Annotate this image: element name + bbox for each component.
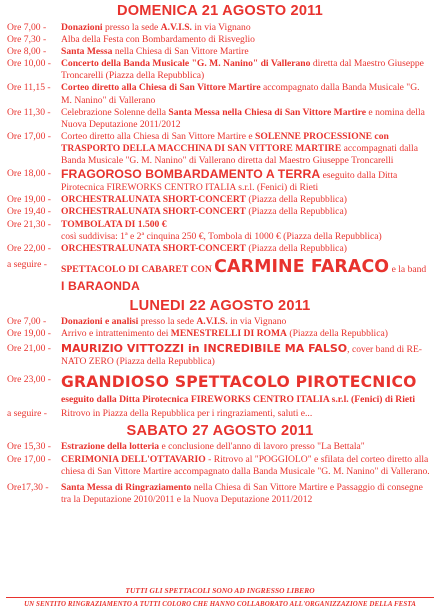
event-item [0, 482, 440, 506]
event-time: a seguire - [7, 258, 47, 270]
event-highlight: A.V.I.S. [196, 315, 228, 327]
event-time: Ore 17,00 - [7, 453, 51, 465]
event-item [0, 22, 440, 34]
event-text: - Ritrovo al "POGGIOLO" e sfilata del corteo diretto alla chiesa di San Vittore Martire accompagnato dalla Banda Musicale "G. M. Nanino" di Vallerano. [61, 453, 430, 477]
event-time: Ore 11,30 - [7, 106, 51, 118]
event-time: Ore 18,00 - [7, 168, 51, 180]
event-headline: FRAGOROSO BOMBARDAMENTO A TERRA [61, 167, 321, 182]
event-text: presso la sede [138, 315, 197, 327]
event-time: Ore 19,40 - [7, 206, 51, 218]
day-title: SABATO 27 AGOSTO 2011 [126, 423, 314, 440]
event-item [0, 131, 440, 167]
event-item [0, 194, 440, 206]
event-highlight: eseguito dalla Ditta Pirotecnica FIREWORKS CENTRO ITALIA s.r.l. (Fenici) di Rieti [61, 394, 415, 406]
event-text: nella Chiesa di San Vittore Martire e Passaggio di consegne tra la Deputazione 2010/2011 e la Nuova Deputazione 2011/2012 [61, 481, 423, 505]
event-text: presso la sede [102, 22, 161, 33]
event-time: Ore 10,00 - [7, 58, 51, 70]
event-item [0, 168, 440, 194]
event-text: Alba della Festa con Bombardamento di Risveglio [61, 34, 255, 46]
event-highlight: Santa Messa nella Chiesa di San Vittore Martire [168, 106, 367, 118]
footer-divider [6, 597, 434, 598]
event-headline: GRANDIOSO SPETTACOLO PIROTECNICO [61, 373, 417, 392]
event-highlight: Santa Messa di Ringraziamento [61, 481, 192, 493]
event-item [0, 243, 440, 255]
event-text: Arrivo e intrattenimento dei [61, 327, 171, 339]
event-time: Ore 7,00 - [7, 315, 47, 327]
event-text: (Piazza della Repubblica) [245, 206, 347, 218]
event-item [0, 58, 440, 82]
event-text: Ritrovo in Piazza della Repubblica per i ringraziamenti, saluti e... [61, 408, 313, 420]
event-highlight: I BARAONDA [61, 278, 140, 293]
event-text: diretta dal Maestro Giuseppe Troncarelli (Piazza della Repubblica) [61, 58, 424, 82]
event-time: Ore 7,30 - [7, 34, 47, 46]
event-highlight: Concerto della Banda Musicale "G. M. Nanino" di Vallerano [61, 58, 311, 70]
event-item [0, 343, 440, 368]
event-text: accompagnati dalla Banda Musicale "G. M. Nanino" di Vallerano diretta dal Maestro Giuseppe Troncarelli [61, 142, 418, 167]
event-item [0, 454, 440, 478]
event-highlight: A.V.I.S. [160, 22, 192, 33]
event-text: in via Vignano [191, 22, 251, 33]
event-item [0, 46, 440, 58]
event-text: nella Chiesa di San Vittore Martire [112, 46, 249, 58]
event-time: Ore 21,30 - [7, 218, 51, 230]
day-title: DOMENICA 21 AGOSTO 2011 [116, 3, 323, 19]
event-highlight: ORCHESTRALUNATA SHORT-CONCERT [61, 242, 246, 254]
event-time: Ore 23,00 - [7, 374, 51, 386]
event-highlight: SOLENNE PROCESSIONE con TRASPORTO DELLA MACCHINA DI SAN VITTORE MARTIRE [61, 130, 389, 154]
thanks-notice: UN SENTITO RINGRAZIAMENTO A TUTTI COLORO CHE HANNO COLLABORATO ALL'ORGANIZZAZIONE DELLA FESTA [24, 601, 416, 608]
event-text: così suddivisa: 1ª e 2ª cinquina 250 €, Tombola di 1000 € (Piazza della Repubblica) [61, 230, 382, 242]
event-headline: MAURIZIO VITTOZZI in INCREDIBILE MA FALSO [61, 341, 348, 355]
event-text: (Piazza della Repubblica) [286, 327, 388, 339]
day-title: LUNEDI 22 AGOSTO 2011 [129, 297, 311, 314]
event-text: e nomina della Nuova Deputazione 2011/2012 [61, 106, 425, 130]
event-item [0, 82, 440, 106]
event-highlight: ORCHESTRALUNATA SHORT-CONCERT [61, 206, 246, 218]
event-time: Ore 19,00 - [7, 194, 51, 206]
event-time: Ore 19,00 - [7, 327, 51, 339]
event-time: a seguire - [7, 408, 47, 420]
event-text: , cover band di RE-NATO ZERO (Piazza della Repubblica) [61, 343, 423, 368]
event-headline: CARMINE FARACO [214, 256, 390, 277]
event-time: Ore 7,00 - [7, 22, 47, 33]
free-entry-notice: TUTTI GLI SPETTACOLI SONO AD INGRESSO LIBERO [125, 586, 315, 595]
event-highlight: Corteo diretto alla Chiesa di San Vittore Martire [61, 82, 261, 94]
event-item [0, 316, 440, 328]
event-time: Ore 8,00 - [7, 46, 47, 58]
event-time: Ore17,30 - [7, 481, 49, 493]
event-text: Celebrazione Solenne della [61, 106, 169, 118]
event-item [0, 374, 440, 406]
event-text: (Piazza della Repubblica) [245, 242, 347, 254]
event-text: accompagnato dalla Banda Musicale "G. M. Nanino" di Vallerano [61, 82, 420, 106]
event-item [0, 441, 440, 453]
event-time: Ore 11,15 - [7, 82, 51, 94]
event-text: in via Vignano [227, 315, 287, 327]
event-highlight: Donazioni [61, 22, 103, 33]
event-text: e conclusione dell'anno di lavoro presso "La Bettala" [159, 441, 365, 453]
event-highlight: SPETTACOLO DI CABARET CON [61, 263, 215, 275]
event-item [0, 408, 440, 420]
event-item [0, 107, 440, 131]
event-highlight: TOMBOLATA DI 1.500 € [61, 218, 167, 230]
event-highlight: ORCHESTRALUNATA SHORT-CONCERT [61, 194, 246, 206]
event-text: eseguito dalla Ditta Pirotecnica FIREWORKS CENTRO ITALIA s.r.l. (Fenici) di Rieti [61, 170, 398, 194]
event-text: Corteo diretto alla Chiesa di San Vittore Martire e [61, 130, 256, 142]
event-text: (Piazza della Repubblica) [245, 194, 347, 206]
event-time: Ore 22,00 - [7, 242, 51, 254]
event-item [0, 328, 440, 340]
event-time: Ore 15,30 - [7, 441, 51, 453]
event-highlight: Estrazione della lotteria [61, 441, 160, 453]
event-item [0, 257, 440, 296]
event-highlight: Donazioni e analisi [61, 315, 139, 327]
event-item [0, 206, 440, 218]
event-highlight: MENESTRELLI DI ROMA [170, 327, 287, 339]
event-item [0, 34, 440, 46]
event-highlight: Santa Messa [61, 46, 113, 58]
event-time: Ore 21,00 - [7, 342, 51, 354]
event-item [0, 219, 440, 243]
event-time: Ore 17,00 - [7, 130, 51, 142]
event-highlight: CERIMONIA DELL'OTTAVARIO [61, 453, 206, 465]
event-text: e la band [389, 263, 427, 275]
